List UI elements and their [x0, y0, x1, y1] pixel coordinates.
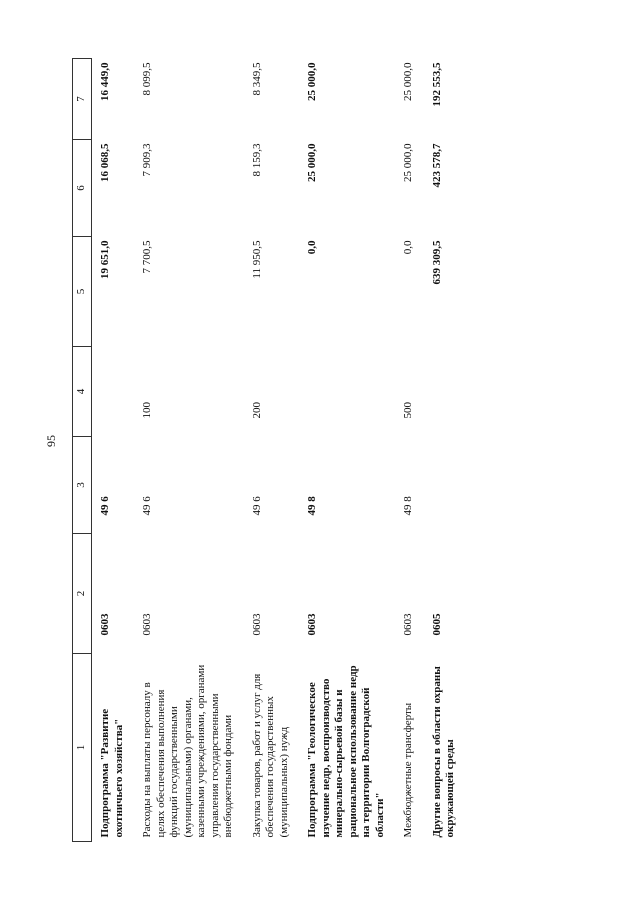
- expense-type-code: [299, 347, 395, 437]
- amount-year-1: 19 651,0: [99, 240, 111, 279]
- column-header: 5: [73, 237, 92, 347]
- section-code: 0603: [306, 613, 318, 636]
- page-number: 95: [44, 435, 58, 447]
- amount-year-1: 0,0: [306, 240, 318, 255]
- amount-year-2: 7 909,3: [141, 143, 153, 177]
- column-header: 2: [73, 534, 92, 654]
- column-header: 1: [73, 654, 92, 842]
- table-row: [134, 59, 244, 842]
- expense-type-code: [424, 347, 460, 437]
- table-row: [395, 59, 424, 842]
- target-code: 49 6: [141, 496, 153, 516]
- row-name: Межбюджетные трансферты: [402, 702, 414, 838]
- header-row: [73, 59, 92, 842]
- target-code: 49 8: [402, 496, 414, 516]
- amount-year-2: 25 000,0: [402, 143, 414, 182]
- target-code: 49 6: [250, 496, 263, 516]
- column-header: 4: [73, 347, 92, 437]
- amount-year-1: 0,0: [402, 240, 414, 255]
- table-row: [299, 59, 395, 842]
- row-name: Подпрограмма "Геологическое изучение недр, воспроизводство минерально-сырьевой базы и рациональное использование недр на территории Волгоградской области": [306, 665, 386, 838]
- amount-year-3: 16 449,0: [99, 62, 111, 101]
- expense-type-code: 200: [250, 402, 263, 419]
- target-code: [424, 437, 460, 534]
- section-code: 0603: [141, 613, 153, 636]
- section-code: 0605: [430, 613, 443, 636]
- row-name: Подпрограмма "Развитие охотничьего хозяйства": [99, 708, 125, 838]
- amount-year-1: 7 700,5: [141, 240, 153, 274]
- expense-type-code: 100: [141, 402, 153, 419]
- section-code: 0603: [402, 613, 414, 636]
- table-row: [92, 59, 135, 842]
- table-row: [244, 59, 300, 842]
- budget-table: [72, 58, 460, 842]
- amount-year-3: 192 553,5: [430, 62, 443, 107]
- column-header: 3: [73, 437, 92, 534]
- amount-year-3: 25 000,0: [306, 62, 318, 101]
- row-name: Закупка товаров, работ и услуг для обеспечения государственных (муниципальных) нужд: [250, 673, 290, 838]
- amount-year-2: 423 578,7: [430, 143, 443, 188]
- table-row: [424, 59, 460, 842]
- column-header: 6: [73, 140, 92, 237]
- amount-year-3: 8 099,5: [141, 62, 153, 96]
- amount-year-1: 11 950,5: [250, 240, 263, 279]
- target-code: 49 6: [99, 496, 111, 516]
- row-name: Расходы на выплаты персоналу в целях обеспечения выполнения функций государственными (муниципальными) органами, казенными учреждениями, органами управления государственными внебюджетными фондами: [141, 664, 234, 838]
- amount-year-3: 25 000,0: [402, 62, 414, 101]
- column-header: 7: [73, 59, 92, 140]
- expense-type-code: [92, 347, 135, 437]
- row-name: Другие вопросы в области охраны окружающей среды: [430, 666, 456, 838]
- rotated-table-container: [72, 59, 460, 842]
- section-code: 0603: [99, 613, 111, 636]
- expense-type-code: 500: [402, 402, 414, 419]
- target-code: 49 8: [306, 496, 318, 516]
- amount-year-1: 639 309,5: [430, 240, 443, 285]
- section-code: 0603: [250, 613, 263, 636]
- amount-year-3: 8 349,5: [250, 62, 263, 96]
- amount-year-2: 25 000,0: [306, 143, 318, 182]
- amount-year-2: 8 159,3: [250, 143, 263, 177]
- amount-year-2: 16 068,5: [99, 143, 111, 182]
